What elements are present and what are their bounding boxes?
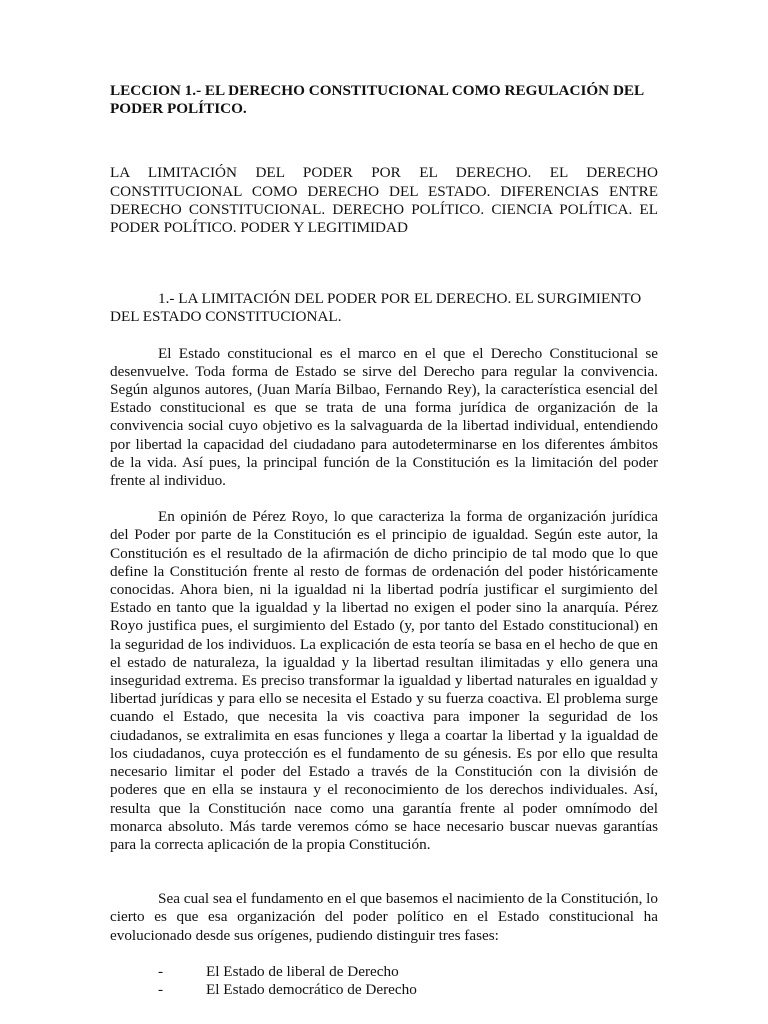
paragraph-2: En opinión de Pérez Royo, lo que caracteriza la forma de organización jurídica del Poder por parte de la Constitución es el principio de igualdad. Según este autor, la Constitución es el resultado de la afirmación de dicho principio de tal modo que lo que define la Constitución frente al resto de formas de ordenación del poder históricamente conocidas. Ahora bien, ni la igualdad ni la libertad podría justificar el surgimiento del Estado en tanto que la igualdad y la libertad no exigen el poder sino la anarquía. Pérez Royo justifica pues, el surgimiento del Estado (y, por tanto del Estado constitucional) en la seguridad de los individuos. La explicación de esta teoría se basa en el hecho de que en el estado de naturaleza, la igualdad y la libertad resultan ilimitadas y ello genera una inseguridad extrema. Es preciso transformar la igualdad y libertad naturales en igualdad y libertad jurídicas y para ello se necesita el Estado y su fuerza coactiva. El problema surge cuando el Estado, que necesita la vis coactiva para imponer la seguridad de los ciudadanos, se extralimita en esas funciones y llega a coartar la libertad y la igualdad de los ciudadanos, cuya protección es el fundamento de su génesis. Es por ello que resulta necesario limitar el poder del Estado a través de la Constitución con la división de poderes que en ella se instaura y el reconocimiento de los derechos individuales. Así, resulta que la Constitución nace como una garantía frente al poder omnímodo del monarca absoluto. Más tarde veremos cómo se hace necesario buscar nuevas garantías para la correcta aplicación de la propia Constitución. — [110, 508, 658, 853]
list-item — [110, 981, 658, 999]
document-page — [110, 82, 658, 999]
phases-list — [110, 963, 658, 999]
list-item-text: El Estado democrático de Derecho — [206, 980, 417, 998]
list-item — [110, 963, 658, 981]
list-bullet: - — [158, 962, 164, 980]
list-item-text: El Estado de liberal de Derecho — [206, 962, 399, 980]
section-heading: 1.- LA LIMITACIÓN DEL PODER POR EL DERECHO. EL SURGIMIENTO DEL ESTADO CONSTITUCIONAL. — [110, 290, 642, 326]
lesson-subtitle: LA LIMITACIÓN DEL PODER POR EL DERECHO. EL DERECHO CONSTITUCIONAL COMO DERECHO DEL ESTADO. DIFERENCIAS ENTRE DERECHO CONSTITUCIONAL. DERECHO POLÍTICO. CIENCIA POLÍTICA. EL PODER POLÍTICO. PODER Y LEGITIMIDAD — [110, 164, 658, 237]
paragraph-1: El Estado constitucional es el marco en el que el Derecho Constitucional se desenvuelve. Toda forma de Estado se sirve del Derecho para regular la convivencia. Según algunos autores, (Juan María Bilbao, Fernando Rey), la característica esencial del Estado constitucional es que se trata de una forma jurídica de organización de la convivencia social cuyo objetivo es la salvaguarda de la libertad individual, entendiendo por libertad la capacidad del ciudadano para autodeterminarse en los diferentes ámbitos de la vida. Así pues, la principal función de la Constitución es la limitación del poder frente al individuo. — [110, 344, 658, 490]
list-bullet: - — [158, 980, 164, 998]
paragraph-3: Sea cual sea el fundamento en el que basemos el nacimiento de la Constitución, lo cierto es que esa organización del poder político en el Estado constitucional ha evolucionado desde sus orígenes, pudiendo distinguir tres fases: — [110, 890, 658, 944]
lesson-title: LECCION 1.- EL DERECHO CONSTITUCIONAL COMO REGULACIÓN DEL PODER POLÍTICO. — [110, 82, 644, 118]
